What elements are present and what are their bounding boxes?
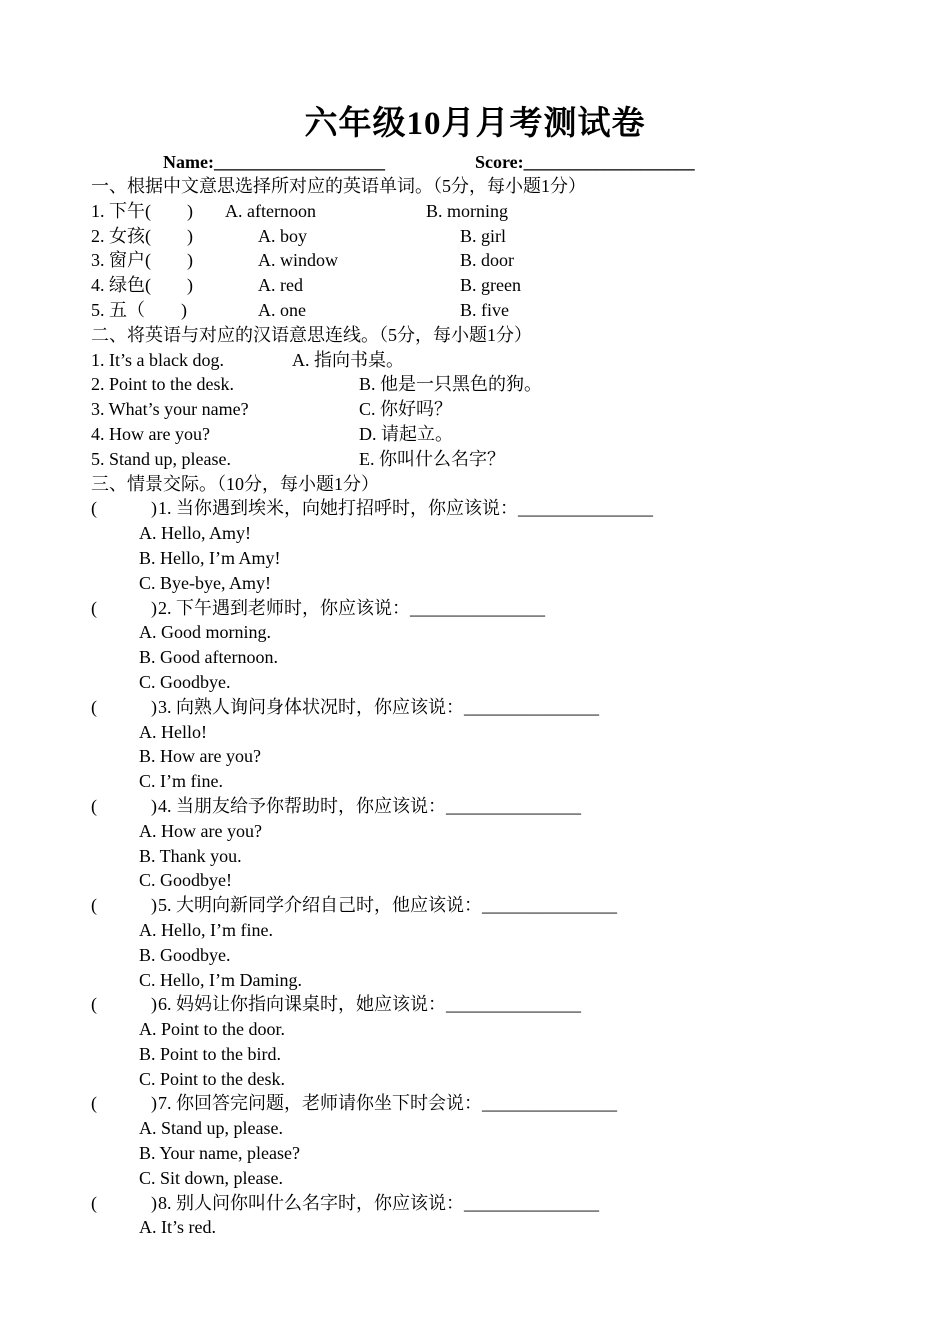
s2-chinese: B. 他是一只黑色的狗。 <box>359 374 543 395</box>
s1-option-b: B. morning <box>426 200 509 221</box>
s3-option: B. Goodbye. <box>139 944 231 965</box>
s1-item <box>91 199 891 224</box>
s3-option: B. How are you? <box>139 746 261 767</box>
s3-option: A. How are you? <box>139 820 262 841</box>
s3-option: A. Hello! <box>139 721 207 742</box>
section1-heading: 一、根据中文意思选择所对应的英语单词。（5分，每小题1分） <box>91 176 586 196</box>
s1-item <box>91 224 891 249</box>
s2-item <box>91 348 891 373</box>
s3-question <box>91 695 891 720</box>
section2-heading: 二、将英语与对应的汉语意思连线。（5分，每小题1分） <box>91 324 532 345</box>
s3-option: C. Hello, I’m Daming. <box>139 969 302 990</box>
name-field: Name:___________________ <box>163 152 385 172</box>
section3-heading: 三、情景交际。（10分，每小题1分） <box>91 473 379 494</box>
s2-english: 2. Point to the desk. <box>91 374 234 395</box>
s1-question: 5. 五（ ) <box>91 299 187 320</box>
s1-option-a: A. one <box>258 299 306 320</box>
s3-option: B. Point to the bird. <box>139 1043 282 1064</box>
s3-option: A. Good morning. <box>139 622 271 643</box>
s3-question-text: 4. 当朋友给予你帮助时，你应该说：_______________ <box>158 795 581 816</box>
s1-item <box>91 248 891 273</box>
s2-english: 4. How are you? <box>91 423 210 444</box>
s3-question <box>91 596 891 621</box>
s3-option: C. Bye-bye, Amy! <box>139 572 271 593</box>
s3-question <box>91 794 891 819</box>
s3-question <box>91 893 891 918</box>
s3-option: A. Hello, Amy! <box>139 523 251 544</box>
s2-english: 3. What’s your name? <box>91 399 249 420</box>
s1-question: 2. 女孩( ) <box>91 225 193 246</box>
s2-item <box>91 397 891 422</box>
s3-option: A. Point to the door. <box>139 1019 286 1040</box>
s1-option-b: B. green <box>460 275 521 296</box>
s2-english: 5. Stand up, please. <box>91 448 231 469</box>
s1-option-b: B. five <box>460 299 509 320</box>
page-title: 六年级10月月考测试卷 <box>304 106 646 142</box>
s1-option-b: B. door <box>460 250 514 271</box>
s2-chinese: E. 你叫什么名字？ <box>359 448 505 469</box>
answer-paren: ( ) <box>91 597 157 618</box>
s3-option: B. Hello, I’m Amy! <box>139 547 281 568</box>
s1-option-a: A. red <box>258 275 303 296</box>
s3-question-text: 7. 你回答完问题，老师请你坐下时会说：_______________ <box>158 1093 617 1114</box>
s1-question: 3. 窗户( ) <box>91 250 193 271</box>
s3-option: C. I’m fine. <box>139 771 223 792</box>
s2-chinese: D. 请起立。 <box>359 423 453 444</box>
s3-option: A. Stand up, please. <box>139 1118 283 1139</box>
s1-option-a: A. afternoon <box>225 200 316 221</box>
answer-paren: ( ) <box>91 498 157 519</box>
answer-paren: ( ) <box>91 994 157 1015</box>
s2-english: 1. It’s a black dog. <box>91 349 224 370</box>
s3-question-text: 8. 别人问你叫什么名字时，你应该说：_______________ <box>158 1192 599 1213</box>
score-field: Score:___________________ <box>475 152 695 172</box>
s3-question <box>91 992 891 1017</box>
s3-question-text: 2. 下午遇到老师时，你应该说：_______________ <box>158 597 545 618</box>
s2-chinese: A. 指向书桌。 <box>292 349 404 370</box>
name-score-line <box>0 150 950 174</box>
answer-paren: ( ) <box>91 895 157 916</box>
s3-question-text: 5. 大明向新同学介绍自己时，他应该说：_______________ <box>158 895 617 916</box>
answer-paren: ( ) <box>91 1093 157 1114</box>
s3-option: B. Your name, please? <box>139 1143 300 1164</box>
s3-option: C. Sit down, please. <box>139 1167 283 1188</box>
s1-option-a: A. window <box>258 250 338 271</box>
s2-chinese: C. 你好吗？ <box>359 399 453 420</box>
s3-question <box>91 496 891 521</box>
s3-question <box>91 1091 891 1116</box>
s2-item <box>91 422 891 447</box>
s1-question: 1. 下午( ) <box>91 200 193 221</box>
s3-option: B. Thank you. <box>139 845 242 866</box>
answer-paren: ( ) <box>91 696 157 717</box>
answer-paren: ( ) <box>91 1192 157 1213</box>
s2-item <box>91 372 891 397</box>
answer-paren: ( ) <box>91 795 157 816</box>
s3-question-text: 3. 向熟人询问身体状况时，你应该说：_______________ <box>158 696 599 717</box>
s1-question: 4. 绿色( ) <box>91 275 193 296</box>
s3-option: A. Hello, I’m fine. <box>139 919 273 940</box>
s2-item <box>91 447 891 472</box>
s1-option-a: A. boy <box>258 225 307 246</box>
s1-item <box>91 273 891 298</box>
exam-content <box>91 174 891 1240</box>
s3-option: C. Goodbye! <box>139 870 232 891</box>
s3-option: A. It’s red. <box>139 1217 216 1238</box>
s1-item <box>91 298 891 323</box>
s3-question-text: 1. 当你遇到埃米，向她打招呼时，你应该说：_______________ <box>158 498 653 519</box>
s3-option: C. Point to the desk. <box>139 1068 286 1089</box>
s3-question <box>91 1191 891 1216</box>
s3-option: B. Good afternoon. <box>139 647 278 668</box>
s3-question-text: 6. 妈妈让你指向课桌时，她应该说：_______________ <box>158 994 581 1015</box>
s1-option-b: B. girl <box>460 225 507 246</box>
s3-option: C. Goodbye. <box>139 671 231 692</box>
